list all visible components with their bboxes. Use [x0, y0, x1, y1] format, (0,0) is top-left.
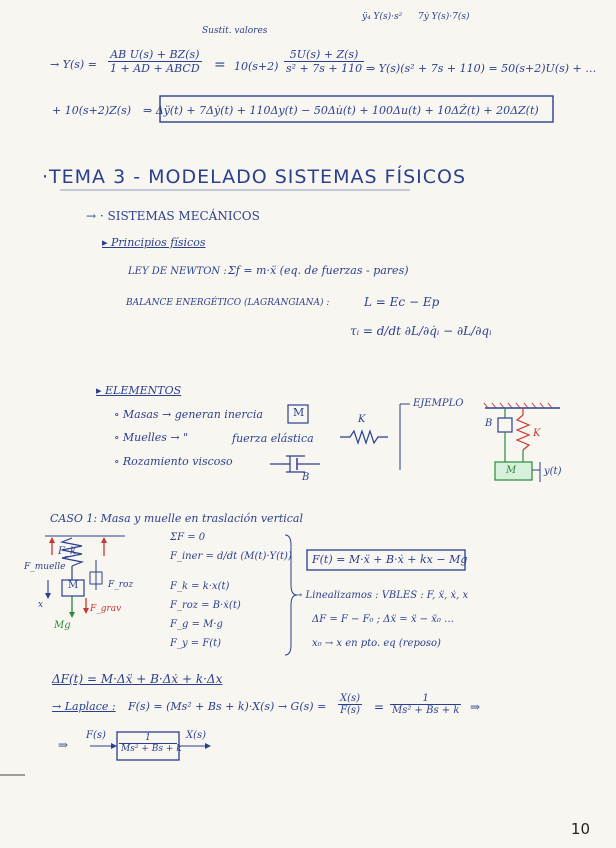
eq1-den: 1 + AD + ABCD — [110, 62, 200, 75]
principios-heading: ▸ Principios físicos — [102, 236, 206, 249]
tau-eq: τᵢ = d/dt ∂L/∂q̇ᵢ − ∂L/∂qᵢ — [350, 324, 492, 338]
eq1-den2: s² + 7s + 110 — [286, 62, 363, 75]
example-y-label: y(t) — [544, 466, 562, 477]
bd-den: Ms² + Bs + k — [121, 744, 182, 754]
froz-arrow-label: F_roz — [108, 580, 134, 590]
tf-arrow: ⇒ — [470, 700, 481, 714]
tema-title: ·TEMA 3 - MODELADO SISTEMAS FÍSICOS — [42, 166, 467, 188]
tf-num2: 1 — [390, 693, 461, 705]
bd-num: 1 — [119, 733, 177, 744]
newton-eq: Σf = m·ẍ (eq. de fuerzas - pares) — [228, 264, 409, 277]
newton-label: LEY DE NEWTON : — [128, 266, 227, 277]
annotation-1: ÿ₄ Y(s)·s² — [362, 12, 403, 22]
eq1-rhs: ⇒ Y(s)(s² + 7s + 110) = 50(s+2)U(s) + … — [366, 62, 597, 75]
eq1-frac — [108, 48, 202, 75]
froz-eq: F_roz = B·ẋ(t) — [170, 600, 241, 611]
tf-frac2 — [390, 693, 461, 716]
bd-input-label: F(s) — [86, 730, 106, 741]
example-b-label: B — [485, 418, 493, 429]
page-number: 10 — [570, 820, 590, 838]
fgrav-label: F_grav — [90, 604, 122, 614]
note-sustit: Sustit. valores — [202, 26, 268, 36]
tf-equals: = — [374, 700, 385, 714]
eq1-coef: 10(s+2) — [234, 60, 279, 73]
elementos-heading: ▸ ELEMENTOS — [96, 384, 182, 397]
mg-label: Mg — [54, 620, 71, 631]
damper-b-label: B — [302, 472, 310, 483]
x-axis-label: x — [38, 600, 44, 610]
eq1-equals: = — [214, 57, 226, 73]
eq1-num2: 5U(s) + Z(s) — [284, 48, 364, 62]
example-m-label: M — [506, 465, 517, 476]
caso1-title: CASO 1: Masa y muelle en traslación vertical — [50, 512, 303, 525]
force-balance-eq: F(t) = M·ẍ + B·ẋ + kx − Mg — [312, 553, 468, 566]
eq1-lhs: → Y(s) = — [50, 58, 97, 71]
bd-frac — [119, 733, 182, 754]
spring-symbol — [340, 431, 388, 443]
muelles-force: fuerza elástica — [232, 432, 314, 445]
delta-defs: ΔF = F − F₀ ; Δẍ = ẍ − ẍ₀ … — [312, 614, 455, 625]
example-spring — [517, 415, 529, 450]
fy-eq: F_y = F(t) — [170, 638, 222, 649]
lagrangiana-label: BALANCE ENERGÉTICO (LAGRANGIANA) : — [126, 298, 330, 308]
caso-mass-label: M — [68, 580, 79, 591]
lagrangiana-eq: L = Ec − Ep — [364, 295, 440, 309]
ejemplo-label: EJEMPLO — [413, 398, 464, 409]
laplace-label: → Laplace : — [52, 700, 116, 713]
delta-f-eq: ΔF(t) = M·Δẍ + B·Δẋ + k·Δx — [52, 672, 223, 686]
laplace-eq: F(s) = (Ms² + Bs + k)·X(s) → G(s) = — [128, 700, 327, 713]
example-k-label: K — [533, 428, 541, 439]
fk-arrow-label: F_k — [58, 546, 76, 557]
tf-frac — [338, 693, 362, 716]
masa-box-label: M — [293, 406, 305, 419]
sumf-eq: ΣF = 0 — [170, 532, 206, 543]
tf-den: F(s) — [340, 705, 360, 716]
masas-item: ∘ Masas → generan inercia — [114, 408, 263, 421]
annotation-2: 7ẏ Y(s)·7(s) — [418, 12, 470, 22]
fmuelle-label: F_muelle — [24, 562, 66, 572]
tf-den2: Ms² + Bs + k — [392, 705, 460, 716]
double-arrow: ⇒ — [58, 738, 69, 752]
eq1-num: AB U(s) + BZ(s) — [108, 48, 202, 62]
eq1-frac2 — [284, 48, 364, 75]
fk-eq: F_k = k·x(t) — [170, 581, 230, 592]
bd-output-label: X(s) — [186, 730, 207, 741]
eq2-result: ⇒ Δÿ(t) + 7Δẏ(t) + 110Δy(t) − 50Δu̇(t) + 100Δu(t) + 10ΔŻ(t) + 20ΔZ(t) — [143, 104, 539, 117]
fg-eq: F_g = M·g — [170, 619, 223, 630]
sistemas-heading: → · SISTEMAS MECÁNICOS — [86, 209, 260, 223]
eq2-lhs: + 10(s+2)Z(s) — [52, 104, 132, 117]
finer-eq: F_iner = d/dt (M(t)·Y(t)) — [170, 551, 292, 562]
linealizamos: → Linealizamos : VBLES : F, ẍ, ẋ, x — [294, 590, 469, 601]
tf-num: X(s) — [340, 693, 361, 704]
x0-note: x₀ → x en pto. eq (reposo) — [312, 638, 441, 649]
muelles-item: ∘ Muelles → " — [114, 431, 189, 444]
rozamiento-item: ∘ Rozamiento viscoso — [114, 455, 233, 468]
spring-k-label: K — [358, 414, 366, 425]
